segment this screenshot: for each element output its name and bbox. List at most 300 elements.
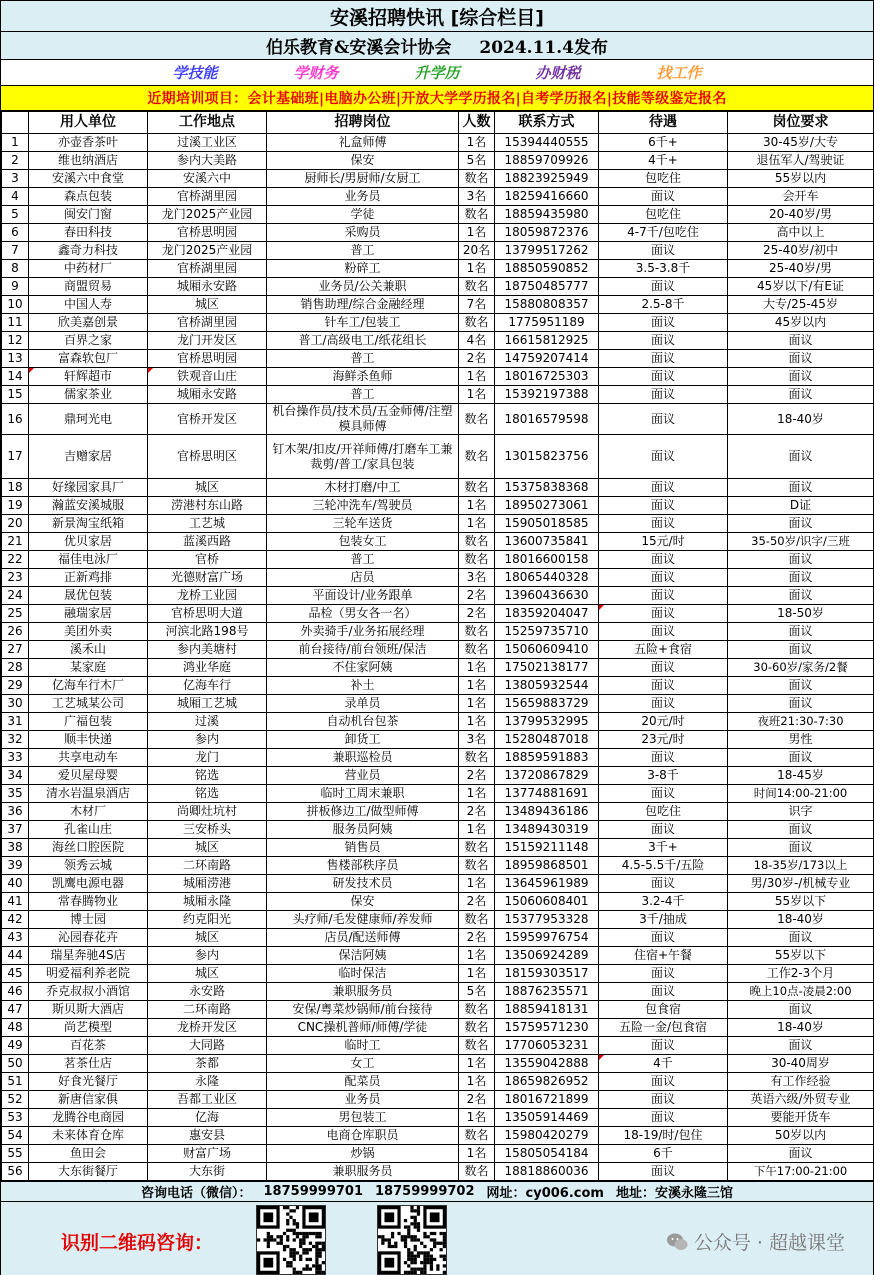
- position: 机台操作员/技术员/五金师傅/注塑模具师傅: [267, 404, 459, 435]
- salary: 面议: [599, 1091, 728, 1109]
- salary: 面议: [599, 587, 728, 605]
- employer: 优贝家居: [29, 533, 148, 551]
- contact-phone: 18016725303: [495, 368, 599, 386]
- employer: 明爱福利养老院: [29, 965, 148, 983]
- position: 木材打磨/中工: [267, 479, 459, 497]
- headcount: 3名: [459, 569, 495, 587]
- headcount: 2名: [459, 587, 495, 605]
- row-number: 20: [2, 515, 29, 533]
- headcount: 1名: [459, 1073, 495, 1091]
- location: 工艺城: [148, 515, 267, 533]
- requirements: 男性: [728, 731, 874, 749]
- contact-phone: 15392197388: [495, 386, 599, 404]
- table-row: [2, 911, 874, 929]
- contact-phone: 15375838368: [495, 479, 599, 497]
- row-number: 38: [2, 839, 29, 857]
- salary: 面议: [599, 404, 728, 435]
- salary: 3.2-4千: [599, 893, 728, 911]
- requirements: 35-50岁/识字/三班: [728, 533, 874, 551]
- contact-phone: 15060608401: [495, 893, 599, 911]
- salary: 面议: [599, 350, 728, 368]
- position: 粉碎工: [267, 260, 459, 278]
- requirements: 面议: [728, 1037, 874, 1055]
- employer: 维也纳酒店: [29, 152, 148, 170]
- requirements: 面议: [728, 623, 874, 641]
- table-row: [2, 188, 874, 206]
- employer: 大东街餐厅: [29, 1163, 148, 1181]
- requirements: 45岁以下/有E证: [728, 278, 874, 296]
- qr-code-1[interactable]: [256, 1205, 326, 1275]
- row-number: 39: [2, 857, 29, 875]
- table-row: [2, 803, 874, 821]
- category-1: 学技能: [172, 64, 218, 82]
- location: 城厢永隆: [148, 893, 267, 911]
- requirements: 工作2-3个月: [728, 965, 874, 983]
- row-number: 21: [2, 533, 29, 551]
- location: 铭选: [148, 767, 267, 785]
- requirements: 55岁以下: [728, 893, 874, 911]
- salary: 面议: [599, 677, 728, 695]
- row-number: 15: [2, 386, 29, 404]
- headcount: 5名: [459, 983, 495, 1001]
- position: 三轮车送货: [267, 515, 459, 533]
- requirements: 面议: [728, 350, 874, 368]
- table-row: [2, 314, 874, 332]
- contact-phone: 18016600158: [495, 551, 599, 569]
- contact-phone: 18950273061: [495, 497, 599, 515]
- position: 不住家阿姨: [267, 659, 459, 677]
- contact-phone: 15259735710: [495, 623, 599, 641]
- table-row: [2, 677, 874, 695]
- location: 亿海: [148, 1109, 267, 1127]
- position: CNC操机普师/师傅/学徒: [267, 1019, 459, 1037]
- headcount: 1名: [459, 1055, 495, 1073]
- table-row: [2, 1127, 874, 1145]
- employer: 广福包装: [29, 713, 148, 731]
- employer: 共享电动车: [29, 749, 148, 767]
- location: 财富广场: [148, 1145, 267, 1163]
- position: 针车工/包装工: [267, 314, 459, 332]
- contact-phone: 13720867829: [495, 767, 599, 785]
- employer: 正新鸡排: [29, 569, 148, 587]
- salary: 3千+: [599, 839, 728, 857]
- salary: 五险一金/包食宿: [599, 1019, 728, 1037]
- position: 前台接待/前台领班/保洁: [267, 641, 459, 659]
- employer: 晟优包装: [29, 587, 148, 605]
- employer: 乔克叔叔小酒馆: [29, 983, 148, 1001]
- table-row: [2, 1163, 874, 1181]
- row-number: 30: [2, 695, 29, 713]
- employer: 瑞星奔驰4S店: [29, 947, 148, 965]
- position: 服务员阿姨: [267, 821, 459, 839]
- salary: 包食宿: [599, 1001, 728, 1019]
- headcount: 数名: [459, 1001, 495, 1019]
- salary: 4-7千/包吃住: [599, 224, 728, 242]
- salary: 面议: [599, 569, 728, 587]
- employer: 欣美嘉创景: [29, 314, 148, 332]
- salary: 面议: [599, 749, 728, 767]
- row-number: 54: [2, 1127, 29, 1145]
- requirements: 面议: [728, 839, 874, 857]
- row-number: 19: [2, 497, 29, 515]
- requirements: 25-40岁/男: [728, 260, 874, 278]
- table-row: [2, 435, 874, 479]
- location: 惠安县: [148, 1127, 267, 1145]
- salary: 面议: [599, 314, 728, 332]
- employer: 常春腾物业: [29, 893, 148, 911]
- salary: 面议: [599, 551, 728, 569]
- employer: 福佳电泳厂: [29, 551, 148, 569]
- contact-phone: 15805054184: [495, 1145, 599, 1163]
- salary: 面议: [599, 983, 728, 1001]
- requirements: 面议: [728, 929, 874, 947]
- headcount: 3名: [459, 731, 495, 749]
- employer: 富森软包厂: [29, 350, 148, 368]
- headcount: 1名: [459, 677, 495, 695]
- column-header-7: 岗位要求: [728, 112, 874, 134]
- row-number: 7: [2, 242, 29, 260]
- table-row: [2, 749, 874, 767]
- contact-phone: 15980420279: [495, 1127, 599, 1145]
- contact-phone: 13645961989: [495, 875, 599, 893]
- location: 大东街: [148, 1163, 267, 1181]
- table-row: [2, 497, 874, 515]
- table-body: [2, 134, 874, 1181]
- headcount: 数名: [459, 1163, 495, 1181]
- employer: 某家庭: [29, 659, 148, 677]
- salary: 面议: [599, 695, 728, 713]
- location: 二环南路: [148, 857, 267, 875]
- column-header-6: 待遇: [599, 112, 728, 134]
- requirements: 面议: [728, 587, 874, 605]
- training-banner: [1, 86, 873, 111]
- employer: 沁园春花卉: [29, 929, 148, 947]
- requirements: 30-60岁/家务/2餐: [728, 659, 874, 677]
- salary: 3.5-3.8千: [599, 260, 728, 278]
- location: 参内美塘村: [148, 641, 267, 659]
- position: 礼盒师傅: [267, 134, 459, 152]
- headcount: 数名: [459, 435, 495, 479]
- location: 永隆: [148, 1073, 267, 1091]
- position: 补土: [267, 677, 459, 695]
- position: 营业员: [267, 767, 459, 785]
- location: 官桥思明园: [148, 224, 267, 242]
- contact-phone-2[interactable]: 18759999702: [375, 1184, 475, 1199]
- salary: 15元/时: [599, 533, 728, 551]
- contact-phone: 18016579598: [495, 404, 599, 435]
- headcount: 1名: [459, 695, 495, 713]
- contact-phone: 18659826952: [495, 1073, 599, 1091]
- salary: 面议: [599, 188, 728, 206]
- contact-phone: 18159303517: [495, 965, 599, 983]
- location: 官桥湖里园: [148, 314, 267, 332]
- requirements: 50岁以内: [728, 1127, 874, 1145]
- requirements: 夜班21:30-7:30: [728, 713, 874, 731]
- position: 业务员: [267, 188, 459, 206]
- location: 龙门2025产业园: [148, 242, 267, 260]
- column-header-2: 工作地点: [148, 112, 267, 134]
- contact-phone: 15159211148: [495, 839, 599, 857]
- row-number: 28: [2, 659, 29, 677]
- location: 城厢工艺城: [148, 695, 267, 713]
- requirements: 18-35岁/173以上: [728, 857, 874, 875]
- salary: 包吃住: [599, 803, 728, 821]
- salary: 4.5-5.5千/五险: [599, 857, 728, 875]
- employer: 春田科技: [29, 224, 148, 242]
- employer: 百花茶: [29, 1037, 148, 1055]
- headcount: 5名: [459, 152, 495, 170]
- salary: 包吃住: [599, 206, 728, 224]
- table-row: [2, 605, 874, 623]
- location: 茶都: [148, 1055, 267, 1073]
- contact-phone: 16615812925: [495, 332, 599, 350]
- row-number: 5: [2, 206, 29, 224]
- row-number: 40: [2, 875, 29, 893]
- job-table: [1, 111, 874, 1181]
- location: 城区: [148, 296, 267, 314]
- requirements: 会开车: [728, 188, 874, 206]
- location: 尚卿灶坑村: [148, 803, 267, 821]
- headcount: 1名: [459, 713, 495, 731]
- headcount: 1名: [459, 659, 495, 677]
- location: 吾都工业区: [148, 1091, 267, 1109]
- contact-phone: 1775951189: [495, 314, 599, 332]
- table-row: [2, 134, 874, 152]
- headcount: 1名: [459, 386, 495, 404]
- category-5: 找工作: [656, 64, 702, 82]
- row-number: 46: [2, 983, 29, 1001]
- location: 过溪: [148, 713, 267, 731]
- headcount: 4名: [459, 332, 495, 350]
- headcount: 数名: [459, 314, 495, 332]
- contact-phone: 13489436186: [495, 803, 599, 821]
- wechat-icon: [666, 1232, 688, 1252]
- employer: 吉赠家居: [29, 435, 148, 479]
- training-text: 近期培训项目：会计基础班|电脑办公班|开放大学学历报名|自考学历报名|技能等级鉴定报名: [147, 91, 727, 107]
- table-row: [2, 1091, 874, 1109]
- requirements: 面议: [728, 821, 874, 839]
- row-number: 18: [2, 479, 29, 497]
- requirements: 时间14:00-21:00: [728, 785, 874, 803]
- contact-phone: 18059872376: [495, 224, 599, 242]
- headcount: 7名: [459, 296, 495, 314]
- employer: 安溪六中食堂: [29, 170, 148, 188]
- requirements: 25-40岁/初中: [728, 242, 874, 260]
- headcount: 数名: [459, 551, 495, 569]
- position: 兼职服务员: [267, 983, 459, 1001]
- requirements: 晚上10点-凌晨2:00: [728, 983, 874, 1001]
- row-number: 50: [2, 1055, 29, 1073]
- salary: 面议: [599, 1073, 728, 1091]
- employer: 未来体育仓库: [29, 1127, 148, 1145]
- employer: 工艺城某公司: [29, 695, 148, 713]
- position: 兼职服务员: [267, 1163, 459, 1181]
- watermark: [666, 1228, 845, 1255]
- salary: 面议: [599, 875, 728, 893]
- location: 城厢涝港: [148, 875, 267, 893]
- location: 城区: [148, 929, 267, 947]
- employer: 瀚蓝安溪城服: [29, 497, 148, 515]
- employer: 博士园: [29, 911, 148, 929]
- headcount: 数名: [459, 857, 495, 875]
- row-number: 29: [2, 677, 29, 695]
- location: 参内: [148, 731, 267, 749]
- salary: 面议: [599, 386, 728, 404]
- contact-phone: 15394440555: [495, 134, 599, 152]
- employer: 爱贝屋母婴: [29, 767, 148, 785]
- salary: 面议: [599, 821, 728, 839]
- contact-phone: 15905018585: [495, 515, 599, 533]
- row-number: 31: [2, 713, 29, 731]
- salary: 五险+食宿: [599, 641, 728, 659]
- position: 普工: [267, 386, 459, 404]
- contact-phone: 13489430319: [495, 821, 599, 839]
- location: 约克阳光: [148, 911, 267, 929]
- employer: 领秀云城: [29, 857, 148, 875]
- location: 过溪工业区: [148, 134, 267, 152]
- location: 蓝溪西路: [148, 533, 267, 551]
- table-row: [2, 260, 874, 278]
- salary: 4千: [599, 1055, 728, 1073]
- headcount: 2名: [459, 803, 495, 821]
- location: 永安路: [148, 983, 267, 1001]
- headcount: 1名: [459, 1109, 495, 1127]
- table-row: [2, 533, 874, 551]
- salary: 3千/抽成: [599, 911, 728, 929]
- location: 亿海车行: [148, 677, 267, 695]
- position: 自动机台包茶: [267, 713, 459, 731]
- table-row: [2, 785, 874, 803]
- qr-code-2[interactable]: [377, 1205, 447, 1275]
- contact-phone: 13805932544: [495, 677, 599, 695]
- employer: 中药材厂: [29, 260, 148, 278]
- position: 学徒: [267, 206, 459, 224]
- table-row: [2, 296, 874, 314]
- location: 官桥: [148, 551, 267, 569]
- row-number: 41: [2, 893, 29, 911]
- row-number: 2: [2, 152, 29, 170]
- location: 铁观音山庄: [148, 368, 267, 386]
- contact-phone: 13774881691: [495, 785, 599, 803]
- row-number: 1: [2, 134, 29, 152]
- address: 地址：安溪永隆三馆: [615, 1186, 733, 1201]
- website[interactable]: 网址：cy006.com: [486, 1186, 604, 1201]
- requirements: 高中以上: [728, 224, 874, 242]
- employer: 闽安门窗: [29, 206, 148, 224]
- column-header-4: 人数: [459, 112, 495, 134]
- contact-phone: 15060609410: [495, 641, 599, 659]
- table-row: [2, 713, 874, 731]
- requirements: 面议: [728, 386, 874, 404]
- table-row: [2, 875, 874, 893]
- row-number: 45: [2, 965, 29, 983]
- headcount: 数名: [459, 1037, 495, 1055]
- position: 品检（男女各一名）: [267, 605, 459, 623]
- contact-phone: 15880808357: [495, 296, 599, 314]
- table-row: [2, 731, 874, 749]
- table-row: [2, 242, 874, 260]
- location: 参内大美路: [148, 152, 267, 170]
- requirements: 面议: [728, 1001, 874, 1019]
- salary: 6千+: [599, 134, 728, 152]
- salary: 2.5-8千: [599, 296, 728, 314]
- location: 官桥湖里园: [148, 188, 267, 206]
- contact-phone: 18859418131: [495, 1001, 599, 1019]
- contact-phone: 18359204047: [495, 605, 599, 623]
- row-number: 56: [2, 1163, 29, 1181]
- requirements: 有工作经验: [728, 1073, 874, 1091]
- salary: 面议: [599, 929, 728, 947]
- salary: 面议: [599, 497, 728, 515]
- row-number: 52: [2, 1091, 29, 1109]
- location: 参内: [148, 947, 267, 965]
- row-number: 6: [2, 224, 29, 242]
- requirements: 45岁以内: [728, 314, 874, 332]
- row-number: 12: [2, 332, 29, 350]
- column-header-1: 用人单位: [29, 112, 148, 134]
- row-number: 32: [2, 731, 29, 749]
- salary: 6千: [599, 1145, 728, 1163]
- requirements: 识字: [728, 803, 874, 821]
- headcount: 1名: [459, 224, 495, 242]
- position: 普工: [267, 551, 459, 569]
- salary: 面议: [599, 479, 728, 497]
- salary: 面议: [599, 605, 728, 623]
- location: 涝港村东山路: [148, 497, 267, 515]
- row-number: 33: [2, 749, 29, 767]
- contact-phone: 15659883729: [495, 695, 599, 713]
- position: 业务员: [267, 1091, 459, 1109]
- headcount: 1名: [459, 515, 495, 533]
- requirements: 面议: [728, 479, 874, 497]
- page-title-text: 安溪招聘快讯 [综合栏目]: [330, 6, 544, 29]
- contact-phone: 13015823756: [495, 435, 599, 479]
- headcount: 数名: [459, 206, 495, 224]
- salary: 包吃住: [599, 170, 728, 188]
- contact-phone: 15280487018: [495, 731, 599, 749]
- employer: 凯鹰电源电器: [29, 875, 148, 893]
- employer: 孔雀山庄: [29, 821, 148, 839]
- employer: 百界之家: [29, 332, 148, 350]
- qr-label: 识别二维码咨询：: [61, 1232, 214, 1254]
- employer: 龙腾谷电商园: [29, 1109, 148, 1127]
- page-title: [1, 1, 873, 32]
- headcount: 数名: [459, 623, 495, 641]
- table-row: [2, 515, 874, 533]
- employer: 新唐信家俱: [29, 1091, 148, 1109]
- requirements: 18-40岁: [728, 911, 874, 929]
- requirements: 面议: [728, 695, 874, 713]
- row-number: 3: [2, 170, 29, 188]
- row-number: 44: [2, 947, 29, 965]
- location: 城区: [148, 479, 267, 497]
- contact-phone-1[interactable]: 18759999701: [263, 1184, 364, 1199]
- position: 钉木架/扣皮/开祥师傅/打磨车工兼裁剪/普工/家具包装: [267, 435, 459, 479]
- salary: 面议: [599, 368, 728, 386]
- table-row: [2, 224, 874, 242]
- location: 铭选: [148, 785, 267, 803]
- table-row: [2, 767, 874, 785]
- requirements: 30-40周岁: [728, 1055, 874, 1073]
- contact-phone: 13799532995: [495, 713, 599, 731]
- contact-phone: 18016721899: [495, 1091, 599, 1109]
- contact-phone: 18065440328: [495, 569, 599, 587]
- salary: 住宿+午餐: [599, 947, 728, 965]
- row-number: 48: [2, 1019, 29, 1037]
- employer: 顺丰快递: [29, 731, 148, 749]
- employer: 清水岩温泉酒店: [29, 785, 148, 803]
- contact-bar: [1, 1181, 873, 1202]
